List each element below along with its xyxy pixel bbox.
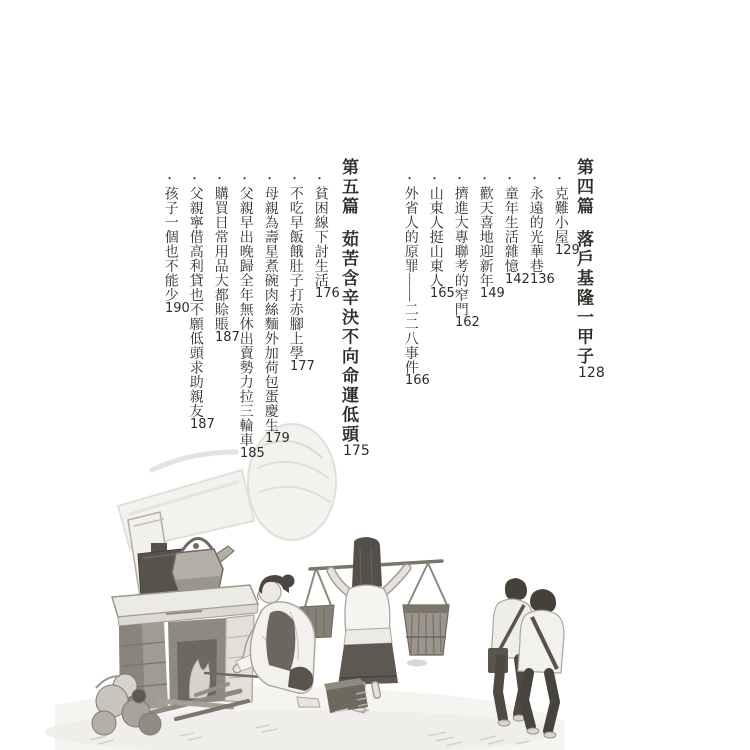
toc-entry-page: 129 [555, 242, 580, 258]
toc-entry-page: 142 [505, 271, 530, 287]
toc-section-title: 茹苦含辛決不向命運低頭 [338, 229, 358, 444]
toc-entry-title: 貧困線下討生活 [312, 185, 328, 288]
toc-section-label: 第四篇 [573, 158, 593, 217]
toc-section-title: 落戶基隆一甲子 [573, 229, 593, 366]
walking-boys [488, 578, 564, 738]
toc-entry-title: 孩子一個也不能少 [162, 185, 178, 302]
toc-entry [396, 176, 430, 387]
toc-bullet: · [427, 176, 443, 181]
toc-entry-page: 165 [430, 286, 455, 302]
pole-girl [300, 537, 449, 713]
toc-bullet: · [312, 176, 328, 181]
toc-bullet: · [262, 176, 278, 181]
toc-entry-page: 179 [265, 431, 290, 447]
toc-entry-title: 不吃早飯餓肚子打赤腳上學 [287, 185, 303, 360]
toc-entry [156, 176, 190, 315]
toc-entry-title: 擠進大專聯考的窄門 [452, 185, 468, 317]
toc-entry-page: 162 [455, 315, 480, 331]
toc-section-label: 第五篇 [338, 158, 358, 217]
toc-bullet: · [187, 176, 203, 181]
toc-bullet: · [287, 176, 303, 181]
toc-section-page: 175 [343, 443, 370, 459]
toc-entry-page: 166 [405, 373, 430, 389]
toc-entry-page: 177 [290, 358, 315, 374]
toc-entry-page: 187 [190, 416, 215, 432]
toc-section-page: 128 [578, 365, 605, 381]
toc-entry-title: 購買日常用品大都賒賬 [212, 185, 228, 331]
toc-bullet: · [477, 176, 493, 181]
toc-entry-title: 山東人挺山東人 [427, 185, 443, 288]
toc-entry-page: 149 [480, 286, 505, 302]
toc-entry-title: 母親為壽星煮碗肉絲麵外加荷包蛋慶生 [262, 185, 278, 433]
toc-entry-page: 190 [165, 300, 190, 316]
toc-bullet: · [527, 176, 543, 181]
toc-entry-title: 父親早出晚歸全年無休出賣勢力拉三輪車 [237, 185, 253, 447]
toc-entry-title: 外省人的原罪——二二八事件 [402, 185, 418, 375]
toc-bullet: · [402, 176, 418, 181]
toc-entry-title: 克難小屋 [552, 185, 568, 244]
toc-bullet: · [502, 176, 518, 181]
toc-entry-page: 176 [315, 286, 340, 302]
toc-entry-title: 永遠的光華巷 [527, 185, 543, 273]
toc-bullet: · [552, 176, 568, 181]
toc-bullet: · [212, 176, 228, 181]
toc-entry-title: 童年生活雜憶 [502, 185, 518, 273]
toc-bullet: · [237, 176, 253, 181]
toc-entry-title: 父親寧借高利貸也不願低頭求助親友 [187, 185, 203, 418]
toc-bullet: · [452, 176, 468, 181]
toc-entry-page: 136 [530, 271, 555, 287]
toc-bullet: · [162, 176, 178, 181]
toc-entry-page: 187 [215, 329, 240, 345]
toc-entry-title: 歡天喜地迎新年 [477, 185, 493, 288]
stool [324, 678, 368, 713]
toc-entry-page: 185 [240, 445, 265, 461]
